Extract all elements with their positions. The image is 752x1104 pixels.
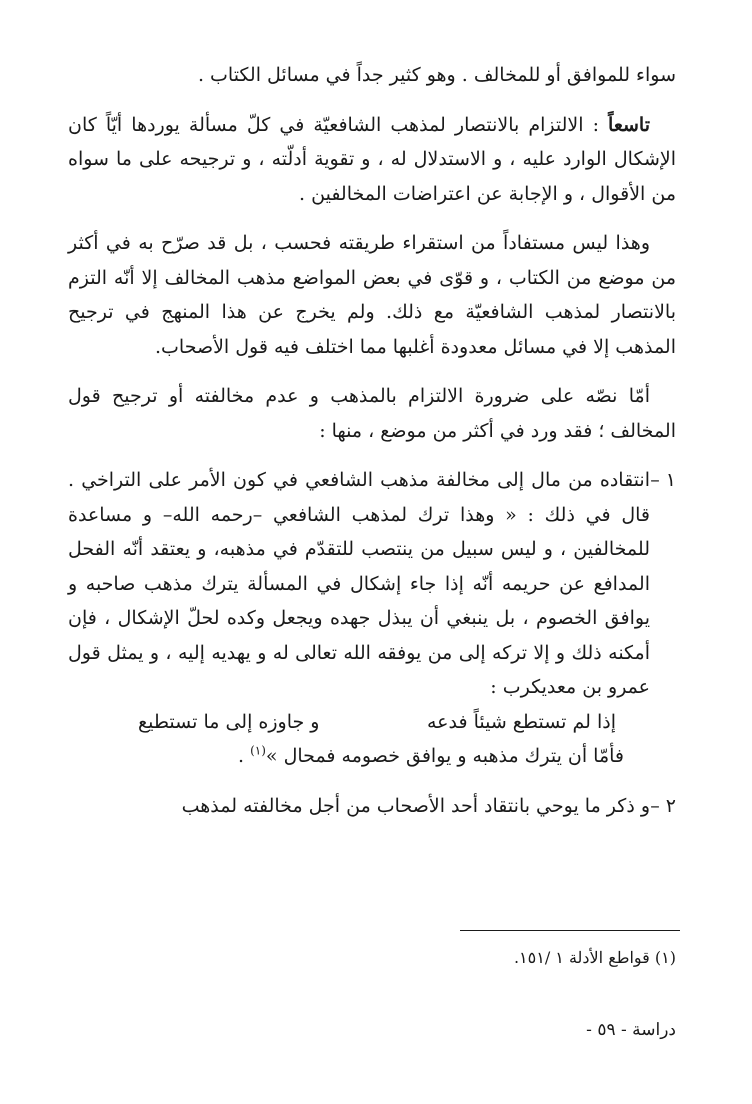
- quote-ending: فأمّا أن يترك مذهبه و يوافق خصومه فمحال »$^{(١)}$ .: [238, 743, 624, 767]
- quote-ending-text: فأمّا أن يترك مذهبه و يوافق خصومه فمحال »: [265, 745, 624, 767]
- list-item-text: و ذكر ما يوحي بانتقاد أحد الأصحاب من أجل مخالفته لمذهب: [181, 794, 650, 817]
- list-item-number: ٢ –: [650, 794, 676, 817]
- verse-second-half: و جاوزه إلى ما تستطيع: [138, 710, 320, 733]
- paragraph-continuation: سواء للموافق أو للمخالف . وهو كثير جداً في مسائل الكتاب .: [197, 64, 676, 86]
- ninth-heading: تاسعاً: [608, 113, 650, 136]
- list-item-text: انتقاده من مال إلى مخالفة مذهب الشافعي في كون الأمر على التراخي . قال في ذلك : « وهذا ترك لمذهب الشافعي –رحمه الله– و مساعدة للمخالفين ، و ليس سبيل من ينتصب للتقدّم في مذهبه، و يعتقد أنّه الفحل المدافع عن حريمه أنّه إذا جاء إشكال في المسألة يترك مذهب صاحبه و يوافق الخصوم ، بل ينبغي أن يبذل جهده ويجعل وكده لحلّ الإشكال ، فإن أمكنه ذلك و إلا تركه إلى من يوفقه الله تعالى له و يهديه إليه ، و يمثل قول عمرو بن معديكرب :: [68, 469, 651, 698]
- paragraph-text-statement: أمّا نصّه على ضرورة الالتزام بالمذهب و عدم مخالفته أو ترجيح قول المخالف ؛ فقد ورد في أكثر من موضع ، منها :: [68, 385, 676, 442]
- list-item-number: ١ –: [650, 469, 676, 491]
- ninth-text: : الالتزام بالانتصار لمذهب الشافعيّة في كلّ مسألة يوردها أيّاً كان الإشكال الوارد عليه ، و الاستدلال له ، و تقوية أدلّته ، و ترجيحه على ما سواه من الأقوال ، و الإجابة عن اعتراضات المخالفين .: [68, 113, 676, 205]
- list-item-2: [68, 789, 676, 824]
- paragraph-ninth: [68, 108, 676, 212]
- footnote-divider: [460, 930, 680, 931]
- page-body: [68, 58, 676, 838]
- poem-verse: [138, 705, 616, 740]
- paragraph-method: وهذا ليس مستفاداً من استقراء طريقته فحسب ، بل قد صرّح به في أكثر من موضع من الكتاب ، و قوّى في بعض المواضع مذهب المخالف إلا أنّه التزم بالانتصار لمذهب الشافعيّة مع ذلك. ولم يخرج عن هذا المنهج في ترجيح المذهب إلا في مسائل معدودة أغلبها مما اختلف فيه قول الأصحاب.: [68, 232, 676, 358]
- footnote-reference: (١): [250, 743, 266, 758]
- verse-first-half: إذا لم تستطع شيئاً فدعه: [426, 710, 616, 733]
- footnote: (١) قواطع الأدلة ١ /١٥١.: [513, 948, 676, 967]
- list-item-1: [68, 463, 676, 774]
- page-number: دراسة - ٥٩ -: [586, 1020, 676, 1040]
